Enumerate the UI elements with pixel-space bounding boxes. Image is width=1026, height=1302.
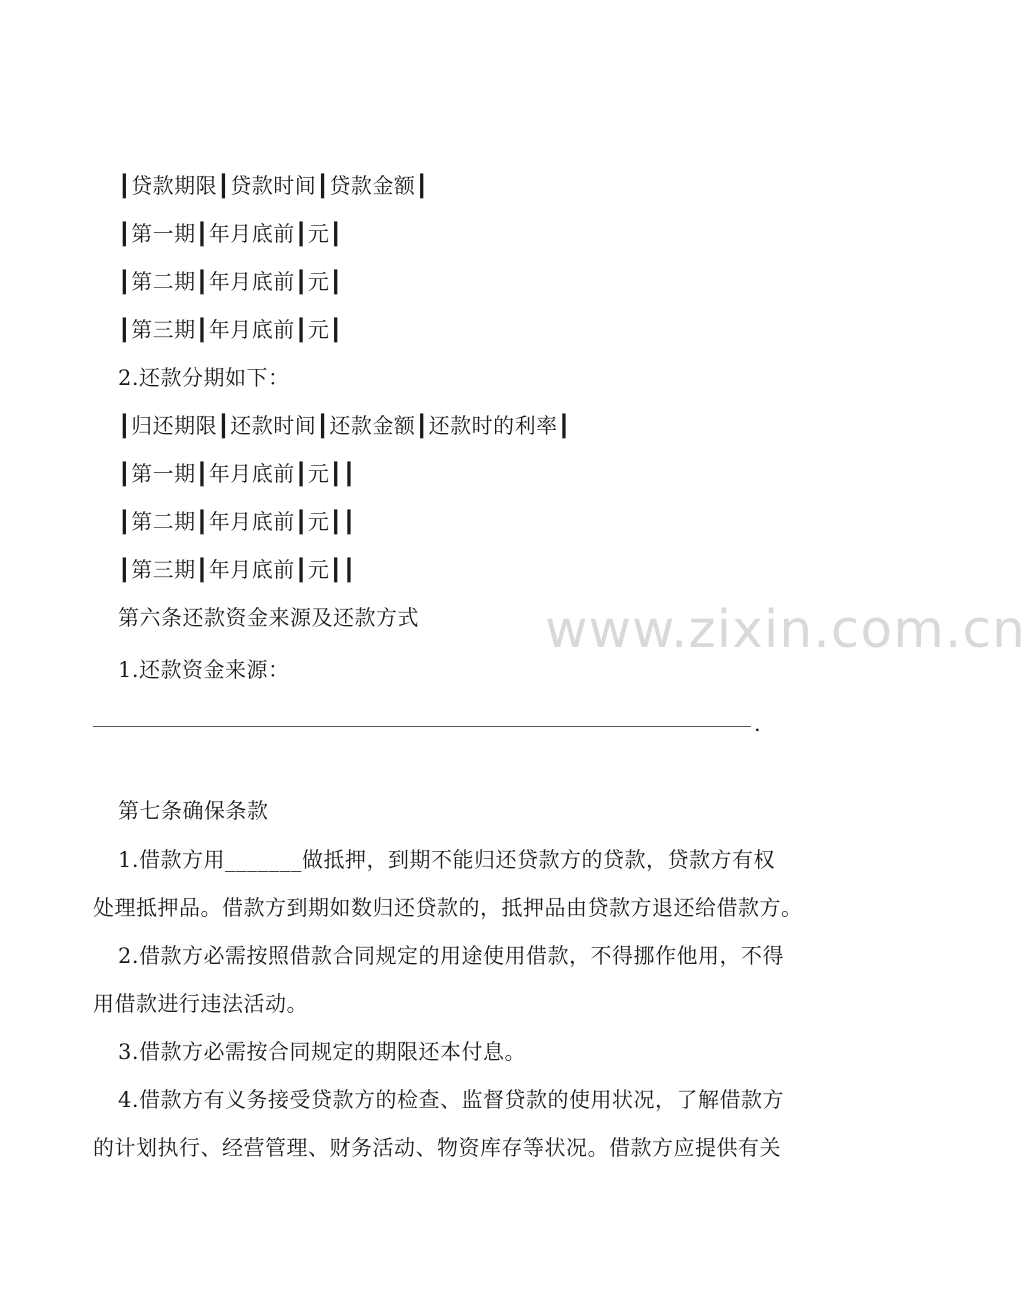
repayment-heading: 2.还款分期如下： [118,366,290,390]
clause-paragraph: 3.借款方必需按合同规定的期限还本付息。 [118,1040,527,1064]
blank-fill-period: . [754,712,761,736]
loan-table-header: ┃贷款期限┃贷款时间┃贷款金额┃ [118,174,429,198]
clause-paragraph: 2.借款方必需按照借款合同规定的用途使用借款，不得挪作他用，不得 [118,944,785,968]
loan-table-row: ┃第三期┃年月底前┃元┃ [118,318,343,342]
watermark-text: www.zixin.com.cn [545,600,1026,660]
blank-fill-line [93,726,751,727]
article-six-title: 第六条还款资金来源及还款方式 [118,606,419,630]
clause-paragraph: 用借款进行违法活动。 [93,992,308,1016]
fund-source-label: 1.还款资金来源： [118,658,290,682]
repay-table-row: ┃第一期┃年月底前┃元┃┃ [118,462,356,486]
clause-paragraph: 的计划执行、经营管理、财务活动、物资库存等状况。借款方应提供有关 [93,1136,781,1160]
loan-table-row: ┃第二期┃年月底前┃元┃ [118,270,343,294]
clause-paragraph: 1.借款方用_______做抵押，到期不能归还贷款方的贷款，贷款方有权 [118,848,776,872]
clause-paragraph: 4.借款方有义务接受贷款方的检查、监督贷款的使用状况，了解借款方 [118,1088,785,1112]
repay-table-row: ┃第三期┃年月底前┃元┃┃ [118,558,356,582]
loan-table-row: ┃第一期┃年月底前┃元┃ [118,222,343,246]
article-seven-title: 第七条确保条款 [118,799,269,823]
repay-table-header: ┃归还期限┃还款时间┃还款金额┃还款时的利率┃ [118,414,571,438]
repay-table-row: ┃第二期┃年月底前┃元┃┃ [118,510,356,534]
clause-paragraph: 处理抵押品。借款方到期如数归还贷款的，抵押品由贷款方退还给借款方。 [93,896,803,920]
